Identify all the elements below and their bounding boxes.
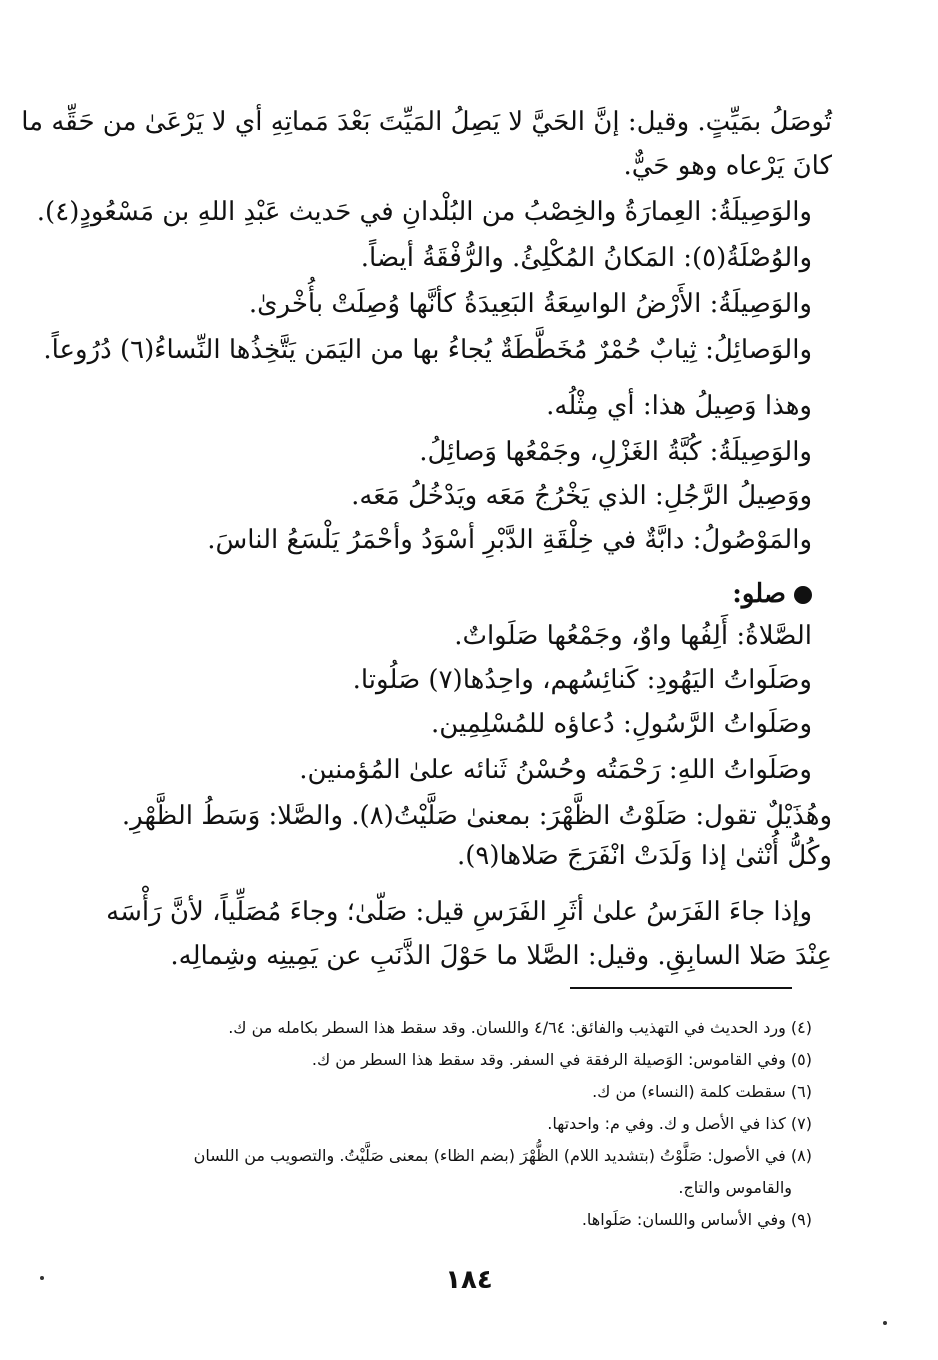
- section-line: وهُذَيْلٌ تقول: صَلَوْتُ الظَّهْرَ: بمعنىٰ صَلَّيْتُ(٨). والصَّلا: وَسَطُ الظَّهْرِ.: [121, 801, 832, 831]
- footnote-continuation: والقاموس والتاج.: [678, 1178, 792, 1197]
- section-heading: [92, 572, 812, 616]
- section-line: وإذا جاءَ الفَرَسُ علىٰ أثَرِ الفَرَسِ قيل: صَلّىٰ؛ وجاءَ مُصَلِّياً، لأنَّ رَأْسَه: [106, 897, 812, 927]
- section-line: وكُلُّ أُنْثىٰ إذا وَلَدَتْ انْفَرَجَ صَلاها(٩).: [456, 841, 832, 871]
- section-line: وصَلَواتُ اللهِ: رَحْمَتُه وحُسْنُ ثَنائه علىٰ المُؤمنين.: [299, 755, 812, 785]
- body-line: والوَصِيلَةُ: كُبَّةُ الغَزْلِ، وجَمْعُها وَصائِلُ.: [419, 437, 812, 467]
- footnote: (٤) ورد الحديث في التهذيب والفائق: ٤/٦٤ واللسان. وقد سقط هذا السطر بكامله من ك.: [228, 1018, 812, 1037]
- section-heading-text: صلو:: [732, 579, 786, 609]
- section-line: وصَلَواتُ اليَهُودِ: كَنائِسُهم، واحِدُها(٧) صَلُوتا.: [352, 665, 812, 695]
- page-number: ١٨٤: [445, 1265, 493, 1295]
- scan-speck: [883, 1321, 887, 1325]
- body-line: وهذا وَصِيلُ هذا: أي مِثْلُه.: [546, 391, 812, 421]
- footnote: (٩) وفي الأساس واللسان: صَلَواها.: [581, 1210, 812, 1229]
- footnote: (٦) سقطت كلمة (النساء) من ك.: [592, 1082, 812, 1101]
- body-line: تُوصَلُ بمَيِّتٍ. وقيل: إنَّ الحَيَّ لا يَصِلُ المَيِّتَ بَعْدَ مَماتِهِ أي لا يَرْعَىٰ من حَقِّه ما: [21, 107, 832, 137]
- section-line: وصَلَواتُ الرَّسُولِ: دُعاؤه للمُسْلِمِين.: [430, 709, 812, 739]
- body-line: كانَ يَرْعاه وهو حَيٌّ.: [623, 151, 832, 181]
- body-line: والوَصِيلَةُ: العِمارَةُ والخِصْبُ من البُلْدانِ في حَديث عَبْدِ اللهِ بن مَسْعُودٍ(٤).: [36, 197, 812, 227]
- footnote: (٧) كذا في الأصل و ك. وفي م: واحدتها.: [547, 1114, 812, 1133]
- scan-speck: [40, 1276, 44, 1280]
- section-line: عِنْدَ صَلا السابِقِ. وقيل: الصَّلا ما حَوْلَ الذَّنَبِ عن يَمِينِه وشِمالِه.: [170, 941, 832, 971]
- footnote: (٥) وفي القاموس: الوَصيلة الرفقة في السفر. وقد سقط هذا السطر من ك.: [311, 1050, 812, 1069]
- body-line: والمَوْصُولُ: دابَّةٌ في خِلْقَةِ الدَّبْرِ أسْوَدُ وأحْمَرُ يَلْسَعُ الناسَ.: [207, 525, 812, 555]
- body-line: والوَصِيلَةُ: الأَرْضُ الواسِعَةُ البَعِيدَةُ كأنَّها وُصِلَتْ بأُخْرىٰ.: [248, 289, 812, 319]
- bullet-icon: [794, 586, 812, 604]
- footnote-separator: [570, 987, 792, 989]
- body-line: ووَصِيلُ الرَّجُلِ: الذي يَخْرُجُ مَعَه ويَدْخُلُ مَعَه.: [351, 481, 812, 511]
- footnote: (٨) في الأصول: صَلَّوْتُ (بتشديد اللام) الظُّهْرَ (بضم الظاء) بمعنى صَلَّيْتُ. والتصويب من اللسان: [193, 1146, 812, 1165]
- body-line: والوَصائِلُ: ثِيابٌ حُمْرٌ مُخَطَّطَةٌ يُجاءُ بها من اليَمَن يَتَّخِذُها النِّساءُ(٦) دُرُوعاً.: [43, 335, 812, 365]
- body-line: والوُصْلَةُ(٥): المَكانُ المُكْلِئُ. والرُّفْقَةُ أيضاً.: [360, 243, 812, 273]
- section-line: الصَّلاةُ: أَلِفُها واوٌ، وجَمْعُها صَلَواتٌ.: [454, 621, 812, 651]
